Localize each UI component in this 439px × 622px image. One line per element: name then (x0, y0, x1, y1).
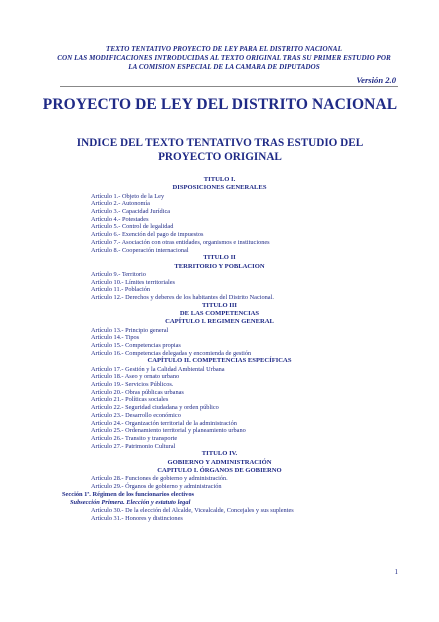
toc-article: Artículo 30.- De la elección del Alcalde, Vicealcalde, Concejales y sus suplentes (91, 507, 294, 515)
toc-article: Artículo 23.- Desarrollo económico (91, 411, 181, 419)
toc-article: Artículo 29.- Órganos de gobierno y administración (91, 482, 222, 490)
toc-article: Artículo 1.- Objeto de la Ley (91, 192, 165, 200)
toc-article: Artículo 5.- Control de legalidad (91, 223, 174, 231)
toc-article: Artículo 12.- Derechos y deberes de los habitantes del Distrito Nacional. (91, 293, 274, 301)
toc-article: Artículo 22.- Seguridad ciudadana y orden público (91, 404, 219, 412)
toc-section: Sección 1ª. Régimen de los funcionarios electivos (62, 490, 195, 498)
toc-article: Artículo 15.- Competencias propias (91, 341, 181, 349)
toc-article: Artículo 19.- Servicios Públicos. (91, 381, 174, 389)
toc-article: Artículo 6.- Exención del pago de impuestos (91, 231, 204, 239)
toc-article: Artículo 18.- Aseo y ornato urbano (91, 373, 180, 381)
header-divider (60, 86, 398, 87)
toc-article: Artículo 28.- Funciones de gobierno y administración. (91, 475, 228, 483)
toc-article: Artículo 27.- Patrimonio Cultural (91, 442, 176, 450)
page-number: 1 (394, 568, 398, 576)
toc-article: Artículo 26.- Transito y transporte (91, 434, 178, 442)
toc-heading: TITULO IV. (201, 450, 238, 458)
toc-article: Artículo 25.- Ordenamiento territorial y planeamiento urbano (91, 427, 246, 435)
toc-heading: TERRITORIO Y POBLACION (174, 262, 265, 270)
toc-subsection: Subsección Primera. Elección y estatuto legal (70, 498, 191, 506)
toc-article: Artículo 9.- Territorio (91, 270, 146, 278)
toc-article: Artículo 2.- Autonomía (91, 200, 150, 208)
toc-article: Artículo 14.- Tipos (91, 334, 140, 342)
toc-article: Artículo 21.- Políticas sociales (91, 396, 169, 404)
toc-article: Artículo 10.- Límites territoriales (91, 278, 175, 286)
toc-article: Artículo 3.- Capacidad Jurídica (91, 208, 171, 215)
toc-article: Artículo 7.- Asociación con otras entidades, organismos e instituciones (91, 238, 270, 246)
toc-heading: GOBIERNO Y ADMINISTRACIÓN (167, 458, 272, 466)
index-title: INDICE DEL TEXTO TENTATIVO TRAS ESTUDIO DEL PROYECTO ORIGINAL (76, 137, 364, 163)
toc-heading: CAPITULO I. ÓRGANOS DE GOBIERNO (157, 466, 282, 474)
toc-heading: TITULO I. (203, 176, 236, 183)
version-label: Versión 2.0 (356, 75, 396, 85)
toc-article: Artículo 24.- Organización territorial de la administración (91, 419, 237, 427)
toc-heading: TITULO III (202, 301, 237, 309)
toc-article: Artículo 20.- Obras públicas urbanas (91, 388, 184, 396)
table-of-contents (0, 176, 439, 523)
toc-heading: DISPOSICIONES GENERALES (172, 184, 267, 192)
toc-article: Artículo 17.- Gestión y la Calidad Ambiental Urbana (91, 365, 225, 373)
toc-heading: CAPÍTULO I. REGIMEN GENERAL (165, 318, 274, 326)
toc-heading: TITULO II (203, 254, 236, 262)
document-header (40, 45, 408, 73)
toc-article: Artículo 8.- Cooperación internacional (91, 246, 189, 254)
toc-article: Artículo 4.- Potestades (91, 215, 149, 223)
toc-article: Artículo 11.- Población (91, 286, 151, 294)
header-line-3: LA COMISION ESPECIAL DE LA CAMARA DE DIPUTADOS (128, 63, 320, 72)
toc-heading: CAPÍTULO II. COMPETENCIAS ESPECÍFICAS (147, 357, 292, 365)
header-line-1: TEXTO TENTATIVO PROYECTO DE LEY PARA EL DISTRITO NACIONAL (106, 45, 342, 53)
toc-heading: DE LAS COMPETENCIAS (179, 309, 260, 317)
toc-article: Artículo 13.- Principio general (91, 326, 169, 334)
toc-article: Artículo 16.- Competencias delegadas y encomienda de gestión (91, 349, 252, 357)
toc-article: Artículo 31.- Honores y distinciones (91, 514, 183, 522)
header-line-2: CON LAS MODIFICACIONES INTRODUCIDAS AL TEXTO ORIGINAL TRAS SU PRIMER ESTUDIO POR (57, 54, 391, 63)
page-title: PROYECTO DE LEY DEL DISTRITO NACIONAL (42, 96, 398, 113)
